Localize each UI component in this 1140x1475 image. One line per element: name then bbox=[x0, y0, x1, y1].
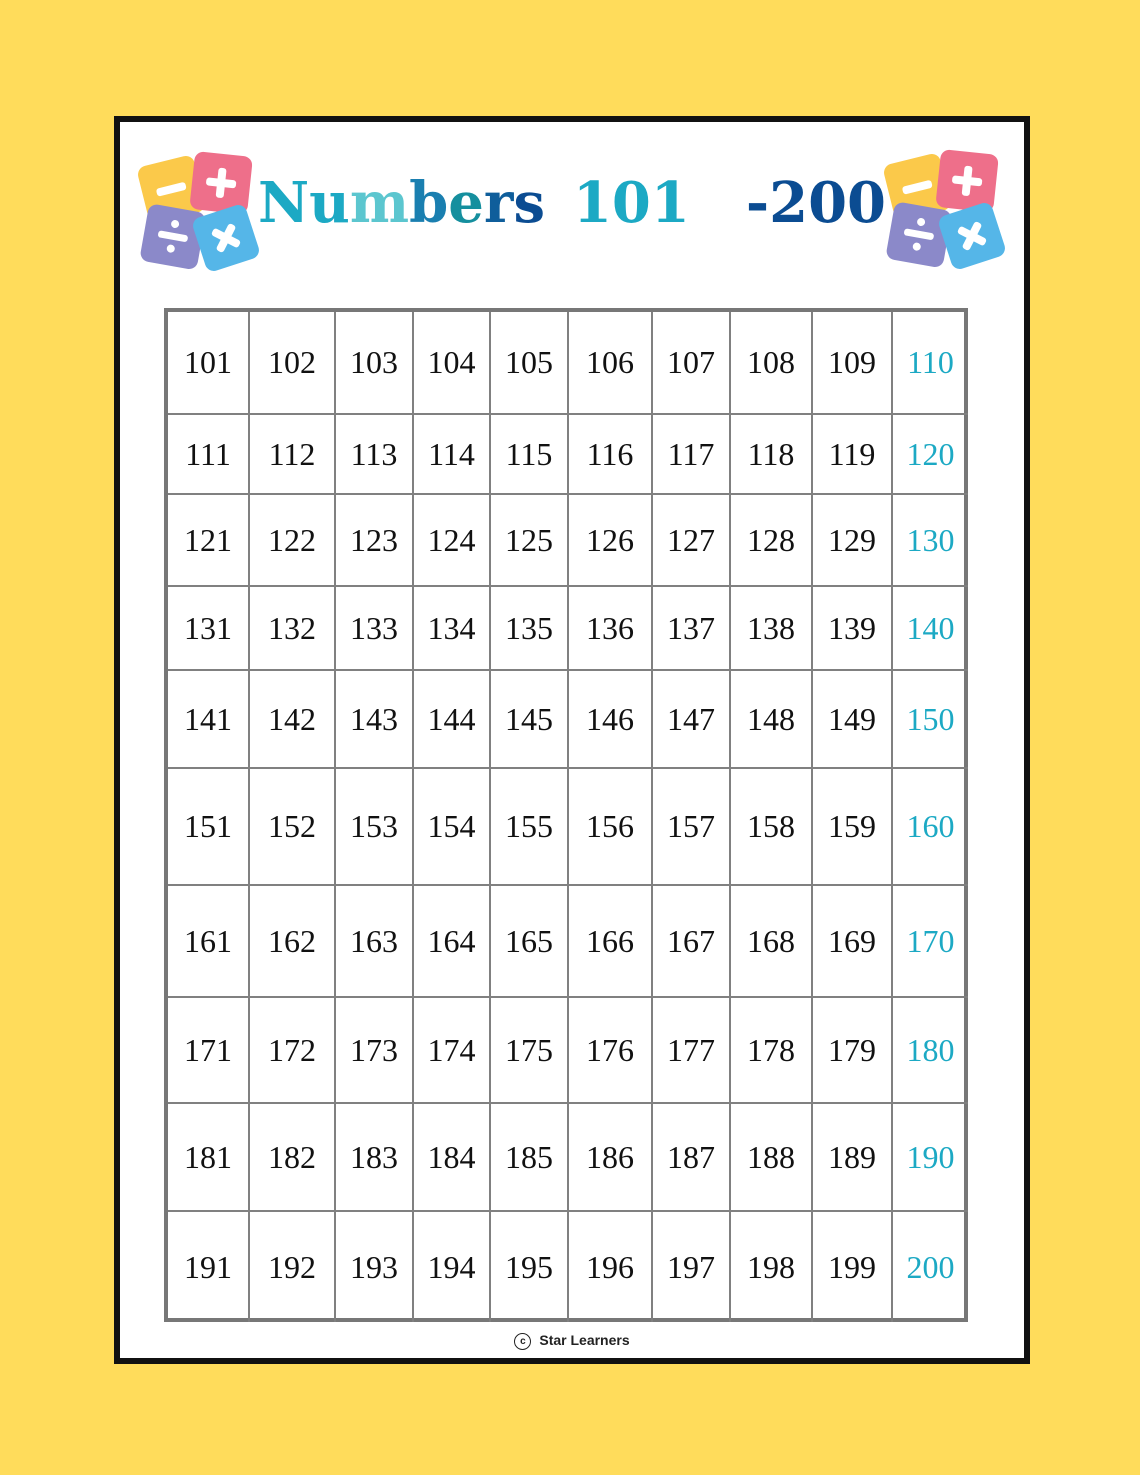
grid-cell: 179 bbox=[813, 998, 893, 1104]
footer bbox=[120, 1332, 1024, 1350]
grid-cell: 168 bbox=[731, 886, 813, 998]
grid-cell: 138 bbox=[731, 587, 813, 671]
grid-cell: 188 bbox=[731, 1104, 813, 1212]
grid-cell: 108 bbox=[731, 312, 813, 415]
title-part: 200 bbox=[769, 170, 887, 236]
grid-cell: 125 bbox=[491, 495, 569, 587]
grid-cell: 105 bbox=[491, 312, 569, 415]
grid-cell: 106 bbox=[569, 312, 653, 415]
grid-cell: 173 bbox=[336, 998, 414, 1104]
grid-cell: 115 bbox=[491, 415, 569, 495]
grid-cell: 119 bbox=[813, 415, 893, 495]
grid-cell: 128 bbox=[731, 495, 813, 587]
grid-cell: 121 bbox=[168, 495, 250, 587]
grid-cell: 194 bbox=[414, 1212, 491, 1322]
grid-cell: 157 bbox=[653, 769, 731, 886]
worksheet-page bbox=[114, 116, 1030, 1364]
grid-cell: 147 bbox=[653, 671, 731, 769]
grid-cell: 122 bbox=[250, 495, 336, 587]
grid-cell: 159 bbox=[813, 769, 893, 886]
title-part: m bbox=[349, 170, 410, 236]
grid-cell: 103 bbox=[336, 312, 414, 415]
grid-cell: 190 bbox=[893, 1104, 968, 1212]
grid-cell: 196 bbox=[569, 1212, 653, 1322]
grid-cell: 199 bbox=[813, 1212, 893, 1322]
grid-cell: 102 bbox=[250, 312, 336, 415]
grid-cell: 136 bbox=[569, 587, 653, 671]
grid-cell: 181 bbox=[168, 1104, 250, 1212]
grid-cell: 149 bbox=[813, 671, 893, 769]
grid-cell: 148 bbox=[731, 671, 813, 769]
grid-cell: 123 bbox=[336, 495, 414, 587]
grid-cell: 120 bbox=[893, 415, 968, 495]
grid-cell: 135 bbox=[491, 587, 569, 671]
math-operators-icon bbox=[876, 144, 1008, 276]
title-part: e bbox=[448, 170, 484, 236]
grid-cell: 112 bbox=[250, 415, 336, 495]
grid-cell: 127 bbox=[653, 495, 731, 587]
grid-cell: 151 bbox=[168, 769, 250, 886]
grid-cell: 107 bbox=[653, 312, 731, 415]
grid-cell: 137 bbox=[653, 587, 731, 671]
grid-cell: 145 bbox=[491, 671, 569, 769]
grid-cell: 162 bbox=[250, 886, 336, 998]
grid-cell: 131 bbox=[168, 587, 250, 671]
grid-cell: 191 bbox=[168, 1212, 250, 1322]
grid-cell: 171 bbox=[168, 998, 250, 1104]
grid-cell: 161 bbox=[168, 886, 250, 998]
grid-cell: 141 bbox=[168, 671, 250, 769]
title-part: b bbox=[409, 170, 449, 236]
footer-text: Star Learners bbox=[539, 1332, 630, 1348]
grid-cell: 197 bbox=[653, 1212, 731, 1322]
grid-cell: 186 bbox=[569, 1104, 653, 1212]
grid-cell: 142 bbox=[250, 671, 336, 769]
grid-cell: 198 bbox=[731, 1212, 813, 1322]
grid-cell: 140 bbox=[893, 587, 968, 671]
grid-cell: 116 bbox=[569, 415, 653, 495]
grid-cell: 139 bbox=[813, 587, 893, 671]
grid-cell: 160 bbox=[893, 769, 968, 886]
grid-cell: 183 bbox=[336, 1104, 414, 1212]
grid-cell: 167 bbox=[653, 886, 731, 998]
grid-cell: 193 bbox=[336, 1212, 414, 1322]
grid-cell: 175 bbox=[491, 998, 569, 1104]
grid-cell: 170 bbox=[893, 886, 968, 998]
grid-cell: 133 bbox=[336, 587, 414, 671]
grid-cell: 158 bbox=[731, 769, 813, 886]
grid-cell: 178 bbox=[731, 998, 813, 1104]
grid-cell: 153 bbox=[336, 769, 414, 886]
grid-cell: 163 bbox=[336, 886, 414, 998]
title-part: 101 bbox=[572, 170, 690, 236]
grid-cell: 129 bbox=[813, 495, 893, 587]
title-part: r bbox=[483, 170, 514, 236]
grid-cell: 166 bbox=[569, 886, 653, 998]
grid-cell: 104 bbox=[414, 312, 491, 415]
grid-cell: 169 bbox=[813, 886, 893, 998]
grid-cell: 117 bbox=[653, 415, 731, 495]
grid-cell: 155 bbox=[491, 769, 569, 886]
grid-cell: 165 bbox=[491, 886, 569, 998]
grid-cell: 130 bbox=[893, 495, 968, 587]
grid-cell: 110 bbox=[893, 312, 968, 415]
grid-cell: 152 bbox=[250, 769, 336, 886]
grid-cell: 176 bbox=[569, 998, 653, 1104]
grid-cell: 189 bbox=[813, 1104, 893, 1212]
grid-cell: 200 bbox=[906, 1248, 955, 1285]
grid-cell: 109 bbox=[813, 312, 893, 415]
grid-cell: 182 bbox=[250, 1104, 336, 1212]
grid-cell: 143 bbox=[336, 671, 414, 769]
grid-cell: 114 bbox=[414, 415, 491, 495]
grid-cell: 154 bbox=[414, 769, 491, 886]
grid-cell: 146 bbox=[569, 671, 653, 769]
title-part: - bbox=[745, 170, 770, 236]
grid-cell: 150 bbox=[893, 671, 968, 769]
grid-cell: 185 bbox=[491, 1104, 569, 1212]
copyright-icon: c bbox=[514, 1333, 531, 1350]
grid-cell: 174 bbox=[414, 998, 491, 1104]
grid-cell: 132 bbox=[250, 587, 336, 671]
grid-cell: 177 bbox=[653, 998, 731, 1104]
number-grid bbox=[164, 308, 968, 1322]
grid-cell: 134 bbox=[414, 587, 491, 671]
grid-cell: 126 bbox=[569, 495, 653, 587]
grid-cell: 156 bbox=[569, 769, 653, 886]
grid-cell: 111 bbox=[168, 415, 250, 495]
grid-cell: 180 bbox=[893, 998, 968, 1104]
grid-cell: 184 bbox=[414, 1104, 491, 1212]
grid-cell: 124 bbox=[414, 495, 491, 587]
grid-cell: 172 bbox=[250, 998, 336, 1104]
grid-cell: 144 bbox=[414, 671, 491, 769]
title-part: Nu bbox=[257, 170, 350, 236]
grid-cell: 101 bbox=[168, 312, 250, 415]
grid-cell: 195 bbox=[491, 1212, 569, 1322]
grid-cell: 187 bbox=[653, 1104, 731, 1212]
title-part: s bbox=[513, 170, 545, 236]
grid-cell: 164 bbox=[414, 886, 491, 998]
grid-cell: 118 bbox=[731, 415, 813, 495]
grid-cell: 192 bbox=[250, 1212, 336, 1322]
grid-cell: 113 bbox=[336, 415, 414, 495]
